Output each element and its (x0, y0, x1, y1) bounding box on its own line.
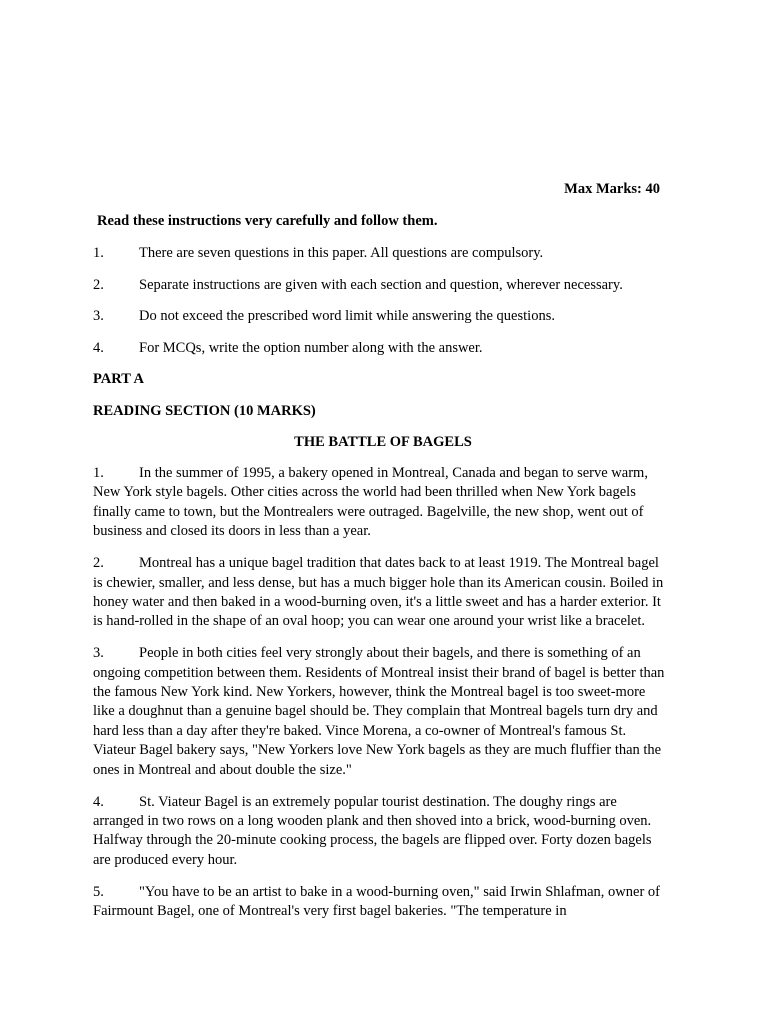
paragraph-text: People in both cities feel very strongly about their bagels, and there is something of an ongoing competition between them. Residents of Montreal insist their brand of bagel is better than the famous New York kind. New Yorkers, however, think the Montreal bagel is too sweet-more like a doughnut than a genuine bagel should be. They complain that Montreal bagels turn dry and hard less than a day after they're baked. Vince Morena, a co-owner of Montreal's famous St. Viateur Bagel bakery says, "New Yorkers love New York bagels as they are much fluffier than the ones in Montreal and about double the size." (93, 645, 665, 778)
instruction-item (93, 276, 673, 295)
passage-body (93, 464, 665, 934)
passage-paragraph (93, 554, 665, 632)
part-label: PART A (93, 371, 144, 387)
paragraph-number: 3. (93, 645, 104, 662)
paragraph-number: 4. (93, 793, 104, 810)
passage-paragraph (93, 644, 665, 780)
paragraph-number: 1. (93, 465, 104, 481)
passage-paragraph (93, 464, 665, 542)
passage-paragraph (93, 793, 665, 871)
instruction-item (93, 339, 673, 358)
instructions-list (93, 244, 673, 370)
paragraph-text: St. Viateur Bagel is an extremely popular tourist destination. The doughy rings are arranged in two rows on a long wooden plank and then shoved into a brick, wood-burning oven. Halfway through the 20-minute cooking process, the bagels are flipped over. Forty dozen bagels are produced every hour. (93, 793, 652, 868)
instruction-number: 2. (93, 276, 104, 293)
paragraph-number: 2. (93, 555, 104, 572)
paragraph-number: 5. (93, 883, 104, 900)
paragraph-text: Montreal has a unique bagel tradition that dates back to at least 1919. The Montreal bagel is chewier, smaller, and less dense, but has a much bigger hole than its American cousin. Boiled in honey water and then baked in a wood-burning oven, it's a little sweet and has a harder exterior. It is hand-rolled in the shape of an oval hoop; you can wear one around your wrist like a bracelet. (93, 555, 664, 630)
instruction-item (93, 307, 673, 326)
instruction-text: For MCQs, write the option number along with the answer. (139, 339, 483, 356)
instruction-text: Separate instructions are given with each section and question, wherever necessary. (139, 276, 623, 293)
instruction-number: 1. (93, 245, 104, 261)
instruction-number: 4. (93, 339, 104, 356)
passage-paragraph (93, 883, 665, 922)
instruction-text: Do not exceed the prescribed word limit while answering the questions. (139, 308, 555, 324)
max-marks: Max Marks: 40 (564, 181, 660, 197)
instruction-item (93, 244, 673, 263)
section-heading: READING SECTION (10 MARKS) (93, 403, 316, 419)
paragraph-text: "You have to be an artist to bake in a wood-burning oven," said Irwin Shlafman, owner of Fairmount Bagel, one of Montreal's very first bagel bakeries. "The temperature in (93, 883, 660, 920)
instructions-heading: Read these instructions very carefully and follow them. (97, 213, 438, 229)
paragraph-text: In the summer of 1995, a bakery opened in Montreal, Canada and began to serve warm, New York style bagels. Other cities across the world had been thrilled when New York bagels finally came to town, but the Montrealers were outraged. Bagelville, the new shop, went out of business and closed its doors in less than a year. (93, 465, 648, 540)
instruction-text: There are seven questions in this paper. All questions are compulsory. (139, 245, 544, 261)
passage-title: THE BATTLE OF BAGELS (294, 434, 472, 450)
instruction-number: 3. (93, 308, 104, 324)
